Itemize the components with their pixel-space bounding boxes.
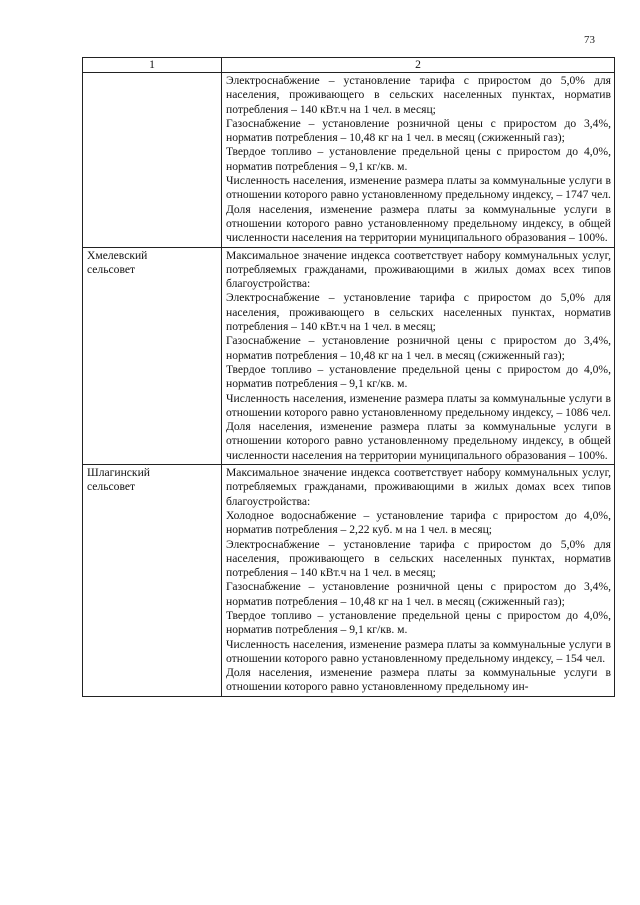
description-paragraph: Газоснабжение – установление розничной цены с приростом до 3,4%, норматив потребления – 10,48 кг на 1 чел. в месяц (сжиженный газ); xyxy=(226,580,611,608)
description-paragraph: Численность населения, изменение размера платы за коммунальные услуги в отношении которого равно установленному предельному индексу, – 1086 чел. xyxy=(226,391,611,419)
municipality-cell xyxy=(83,465,222,697)
table-row xyxy=(83,465,615,697)
description-cell xyxy=(222,247,615,464)
description-paragraph: Твердое топливо – установление предельной цены с приростом до 4,0%, норматив потребления – 9,1 кг/кв. м. xyxy=(226,362,611,391)
column-header-1: 1 xyxy=(83,58,222,73)
description-paragraph: Доля населения, изменение размера платы за коммунальные услуги в отношении которого равно установленному предельному индексу, в общей численности населения на территории муниципального образования – 100%. xyxy=(226,420,611,462)
description-paragraph: Электроснабжение – установление тарифа с приростом до 5,0% для населения, проживающего в сельских населенных пунктах, норматив потребления – 140 кВт.ч на 1 чел. в месяц; xyxy=(226,291,611,334)
description-paragraph: Максимальное значение индекса соответствует набору коммунальных услуг, потребляемых гражданами, проживающими в жилых домах всех типов благоустройства: xyxy=(226,466,611,508)
description-paragraph: Твердое топливо – установление предельной цены с приростом до 4,0%, норматив потребления – 9,1 кг/кв. м. xyxy=(226,145,611,173)
municipality-name-line: Хмелевский xyxy=(87,248,148,262)
description-cell xyxy=(222,465,615,697)
page-number: 73 xyxy=(584,34,595,46)
table-body xyxy=(83,73,615,697)
description-paragraph: Численность населения, изменение размера платы за коммунальные услуги в отношении которого равно установленному предельному индексу, – 1747 чел. xyxy=(226,174,611,202)
description-paragraph: Электроснабжение – установление тарифа с приростом до 5,0% для населения, проживающего в сельских населенных пунктах, норматив потребления – 140 кВт.ч на 1 чел. в месяц; xyxy=(226,537,611,580)
table-row xyxy=(83,73,615,248)
description-paragraph: Газоснабжение – установление розничной цены с приростом до 3,4%, норматив потребления – 10,48 кг на 1 чел. в месяц (сжиженный газ); xyxy=(226,116,611,145)
page-bottom-margin xyxy=(0,855,640,905)
description-paragraph: Численность населения, изменение размера платы за коммунальные услуги в отношении которого равно установленному предельному индексу, – 154 чел. xyxy=(226,637,611,665)
description-paragraph: Газоснабжение – установление розничной цены с приростом до 3,4%, норматив потребления – 10,48 кг на 1 чел. в месяц (сжиженный газ); xyxy=(226,334,611,362)
description-paragraph: Твердое топливо – установление предельной цены с приростом до 4,0%, норматив потребления – 9,1 кг/кв. м. xyxy=(226,608,611,637)
description-paragraph: Холодное водоснабжение – установление тарифа с приростом до 4,0%, норматив потребления – 2,22 куб. м на 1 чел. в месяц; xyxy=(226,508,611,537)
municipality-cell xyxy=(83,73,222,248)
description-paragraph: Максимальное значение индекса соответствует набору коммунальных услуг, потребляемых гражданами, проживающими в жилых домах всех типов благоустройства: xyxy=(226,248,611,291)
municipality-name-line: сельсовет xyxy=(87,480,136,494)
municipality-name-line: Шлагинский xyxy=(87,466,150,480)
description-paragraph: Электроснабжение – установление тарифа с приростом до 5,0% для населения, проживающего в сельских населенных пунктах, норматив потребления – 140 кВт.ч на 1 чел. в месяц; xyxy=(226,74,611,116)
description-paragraph: Доля населения, изменение размера платы за коммунальные услуги в отношении которого равно установленному предельному индексу, в общей численности населения на территории муниципального образования – 100%. xyxy=(226,202,611,245)
municipality-name-line: сельсовет xyxy=(87,262,136,276)
description-paragraph: Доля населения, изменение размера платы за коммунальные услуги в отношении которого равно установленному предельному ин- xyxy=(226,666,611,694)
table-row xyxy=(83,247,615,464)
column-header-2: 2 xyxy=(222,58,615,73)
index-table xyxy=(82,57,615,697)
description-cell xyxy=(222,73,615,248)
table-header-row xyxy=(83,58,615,73)
municipality-cell xyxy=(83,247,222,464)
